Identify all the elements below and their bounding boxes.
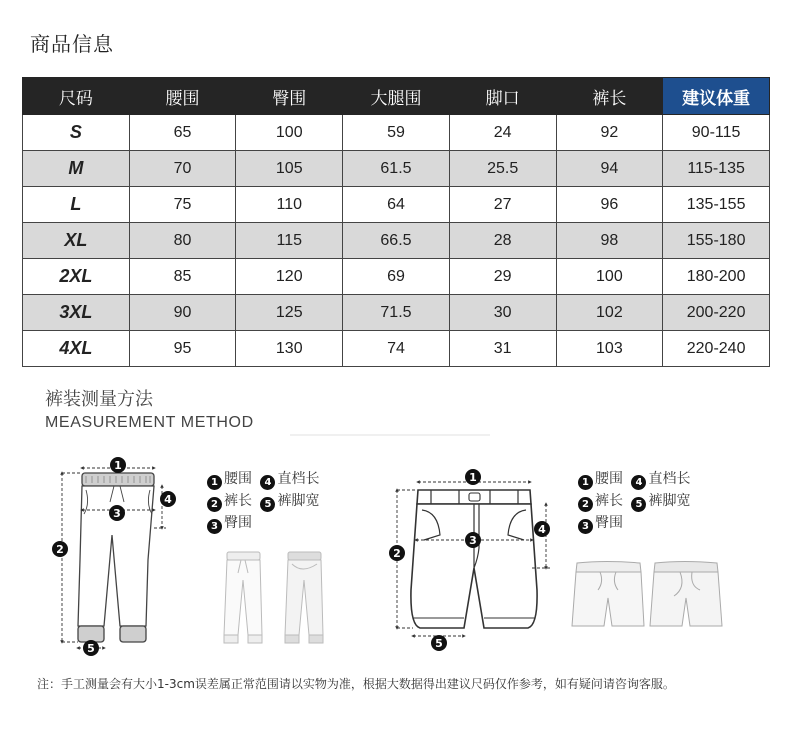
legend-shorts bbox=[578, 468, 694, 534]
legend-label-hem: 裤脚宽 bbox=[648, 493, 691, 509]
cell-hem: 30 bbox=[449, 295, 556, 331]
cell-hip: 100 bbox=[236, 115, 343, 151]
table-row bbox=[23, 331, 770, 367]
cell-weight: 90-115 bbox=[663, 115, 770, 151]
cell-waist: 95 bbox=[129, 331, 236, 367]
cell-thigh: 61.5 bbox=[343, 151, 450, 187]
cell-hem: 24 bbox=[449, 115, 556, 151]
table-header-row bbox=[23, 78, 770, 115]
legend-jogger bbox=[207, 468, 323, 534]
shorts-small-sketches bbox=[572, 562, 722, 627]
cell-hip: 105 bbox=[236, 151, 343, 187]
header-thigh: 大腿围 bbox=[343, 78, 450, 115]
cell-weight: 135-155 bbox=[663, 187, 770, 223]
cell-size: L bbox=[23, 187, 130, 223]
cell-waist: 90 bbox=[129, 295, 236, 331]
cell-size: M bbox=[23, 151, 130, 187]
cell-waist: 75 bbox=[129, 187, 236, 223]
measurement-title-cn: 裤装测量方法 bbox=[45, 389, 153, 410]
legend-item-rise bbox=[260, 468, 319, 490]
cell-hem: 29 bbox=[449, 259, 556, 295]
cell-length: 102 bbox=[556, 295, 663, 331]
marker-1-icon: 1 bbox=[578, 475, 593, 490]
cell-size: 4XL bbox=[23, 331, 130, 367]
cell-hem: 31 bbox=[449, 331, 556, 367]
cell-length: 100 bbox=[556, 259, 663, 295]
cell-weight: 155-180 bbox=[663, 223, 770, 259]
cell-length: 98 bbox=[556, 223, 663, 259]
header-hip: 臀围 bbox=[236, 78, 343, 115]
marker-3-icon: 3 bbox=[207, 519, 222, 534]
table-row bbox=[23, 187, 770, 223]
cell-hem: 27 bbox=[449, 187, 556, 223]
header-size: 尺码 bbox=[23, 78, 130, 115]
cell-waist: 70 bbox=[129, 151, 236, 187]
svg-text:5: 5 bbox=[435, 637, 443, 650]
cell-thigh: 64 bbox=[343, 187, 450, 223]
cell-length: 94 bbox=[556, 151, 663, 187]
cell-waist: 85 bbox=[129, 259, 236, 295]
table-row bbox=[23, 115, 770, 151]
svg-text:3: 3 bbox=[113, 507, 121, 520]
legend-label-waist: 腰围 bbox=[224, 471, 252, 487]
page-title: 商品信息 bbox=[30, 32, 114, 56]
legend-label-length: 裤长 bbox=[224, 493, 252, 509]
size-chart-table bbox=[22, 77, 770, 367]
divider bbox=[290, 434, 490, 436]
cell-length: 92 bbox=[556, 115, 663, 151]
marker-1-icon: 1 bbox=[207, 475, 222, 490]
jogger-small-sketches bbox=[224, 552, 323, 643]
cell-weight: 220-240 bbox=[663, 331, 770, 367]
marker-5-icon: 5 bbox=[260, 497, 275, 512]
svg-text:1: 1 bbox=[114, 459, 122, 472]
legend-label-rise: 直档长 bbox=[648, 471, 691, 487]
legend-label-hem: 裤脚宽 bbox=[277, 493, 320, 509]
legend-item-hem bbox=[631, 490, 690, 512]
cell-size: 2XL bbox=[23, 259, 130, 295]
cell-thigh: 66.5 bbox=[343, 223, 450, 259]
cell-hip: 115 bbox=[236, 223, 343, 259]
legend-item-rise bbox=[631, 468, 690, 490]
legend-item-waist bbox=[207, 468, 252, 490]
cell-waist: 80 bbox=[129, 223, 236, 259]
legend-item-length bbox=[207, 490, 252, 512]
jogger-pants-illustration bbox=[78, 473, 154, 642]
cell-hem: 28 bbox=[449, 223, 556, 259]
marker-4-icon: 4 bbox=[260, 475, 275, 490]
shorts-illustration bbox=[411, 490, 537, 628]
cell-thigh: 69 bbox=[343, 259, 450, 295]
disclaimer-note: 注：手工测量会有大小1-3cm误差属正常范围请以实物为准，根据大数据得出建议尺码仅作参考，如有疑问请咨询客服。 bbox=[37, 677, 675, 691]
cell-length: 96 bbox=[556, 187, 663, 223]
cell-hip: 125 bbox=[236, 295, 343, 331]
marker-4-icon: 4 bbox=[631, 475, 646, 490]
cell-hip: 130 bbox=[236, 331, 343, 367]
svg-text:4: 4 bbox=[164, 493, 172, 506]
cell-weight: 115-135 bbox=[663, 151, 770, 187]
header-recommended-weight: 建议体重 bbox=[663, 78, 770, 115]
cell-thigh: 74 bbox=[343, 331, 450, 367]
cell-length: 103 bbox=[556, 331, 663, 367]
legend-label-rise: 直档长 bbox=[277, 471, 320, 487]
legend-item-length bbox=[578, 490, 623, 512]
cell-size: 3XL bbox=[23, 295, 130, 331]
svg-text:2: 2 bbox=[56, 543, 64, 556]
svg-text:2: 2 bbox=[393, 547, 401, 560]
legend-item-hip bbox=[578, 512, 623, 534]
cell-thigh: 71.5 bbox=[343, 295, 450, 331]
measurement-title-en: MEASUREMENT METHOD bbox=[45, 414, 254, 431]
legend-item-waist bbox=[578, 468, 623, 490]
svg-text:1: 1 bbox=[469, 471, 477, 484]
legend-item-hip bbox=[207, 512, 252, 534]
marker-5-icon: 5 bbox=[631, 497, 646, 512]
header-waist: 腰围 bbox=[129, 78, 236, 115]
cell-size: XL bbox=[23, 223, 130, 259]
svg-text:5: 5 bbox=[87, 642, 95, 655]
legend-item-hem bbox=[260, 490, 319, 512]
cell-thigh: 59 bbox=[343, 115, 450, 151]
marker-2-icon: 2 bbox=[578, 497, 593, 512]
cell-waist: 65 bbox=[129, 115, 236, 151]
cell-hip: 120 bbox=[236, 259, 343, 295]
table-row bbox=[23, 259, 770, 295]
marker-3-icon: 3 bbox=[578, 519, 593, 534]
cell-hem: 25.5 bbox=[449, 151, 556, 187]
header-hem: 脚口 bbox=[449, 78, 556, 115]
marker-2-icon: 2 bbox=[207, 497, 222, 512]
legend-label-waist: 腰围 bbox=[595, 471, 623, 487]
cell-hip: 110 bbox=[236, 187, 343, 223]
legend-label-hip: 臀围 bbox=[224, 515, 252, 531]
table-row bbox=[23, 295, 770, 331]
legend-label-length: 裤长 bbox=[595, 493, 623, 509]
table-row bbox=[23, 223, 770, 259]
svg-text:3: 3 bbox=[469, 534, 477, 547]
cell-size: S bbox=[23, 115, 130, 151]
header-length: 裤长 bbox=[556, 78, 663, 115]
legend-label-hip: 臀围 bbox=[595, 515, 623, 531]
cell-weight: 180-200 bbox=[663, 259, 770, 295]
svg-text:4: 4 bbox=[538, 523, 546, 536]
cell-weight: 200-220 bbox=[663, 295, 770, 331]
table-row bbox=[23, 151, 770, 187]
